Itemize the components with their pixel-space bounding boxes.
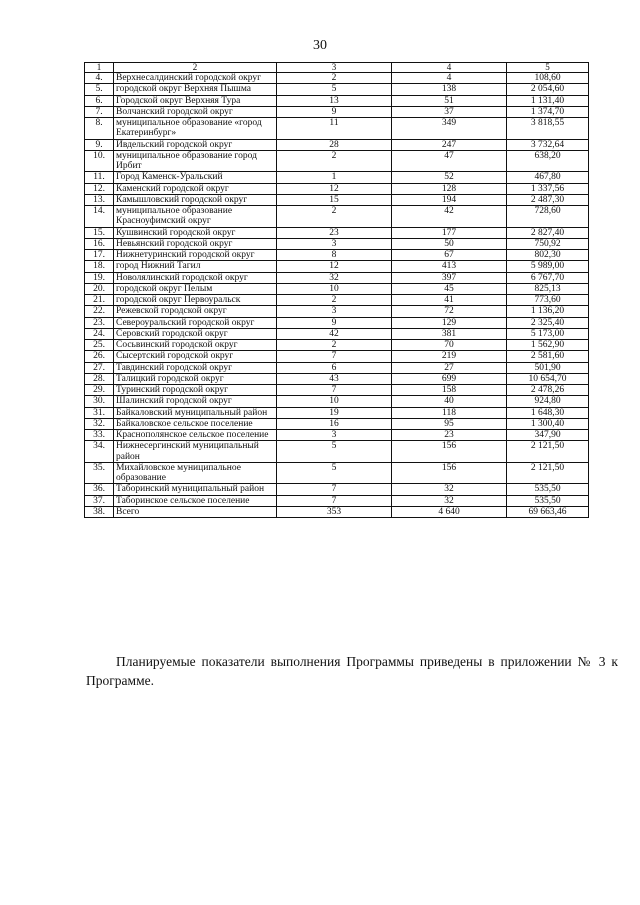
column-3-value-cell: 8: [277, 250, 392, 261]
column-4-value-cell: 23: [392, 430, 507, 441]
row-number-cell: 38.: [85, 506, 114, 517]
column-3-value-cell: 13: [277, 95, 392, 106]
table-row: [85, 261, 589, 272]
column-3-value-cell: 42: [277, 328, 392, 339]
row-number-cell: 10.: [85, 150, 114, 172]
column-4-value-cell: 27: [392, 362, 507, 373]
amount-cell: 535,50: [507, 495, 589, 506]
row-number-cell: 22.: [85, 306, 114, 317]
row-number-cell: 36.: [85, 484, 114, 495]
column-3-value-cell: 43: [277, 373, 392, 384]
column-3-value-cell: 3: [277, 306, 392, 317]
column-4-value-cell: 194: [392, 194, 507, 205]
column-4-value-cell: 37: [392, 106, 507, 117]
table-row: [85, 407, 589, 418]
column-4-value-cell: 32: [392, 495, 507, 506]
column-4-value-cell: 118: [392, 407, 507, 418]
column-4-value-cell: 138: [392, 84, 507, 95]
amount-cell: 1 562,90: [507, 340, 589, 351]
amount-cell: 2 478,26: [507, 385, 589, 396]
amount-cell: 108,60: [507, 73, 589, 84]
row-number-cell: 13.: [85, 194, 114, 205]
column-3-value-cell: 7: [277, 351, 392, 362]
column-4-value-cell: 128: [392, 183, 507, 194]
row-number-cell: 32.: [85, 418, 114, 429]
amount-cell: 10 654,70: [507, 373, 589, 384]
municipality-name-cell: городской округ Верхняя Пышма: [114, 84, 277, 95]
column-3-value-cell: 23: [277, 227, 392, 238]
municipality-name-cell: Серовский городской округ: [114, 328, 277, 339]
column-3-value-cell: 5: [277, 462, 392, 484]
amount-cell: 2 054,60: [507, 84, 589, 95]
header-cell-5: 5: [507, 63, 589, 73]
column-3-value-cell: 2: [277, 340, 392, 351]
header-cell-1: 1: [85, 63, 114, 73]
row-number-cell: 31.: [85, 407, 114, 418]
column-4-value-cell: 70: [392, 340, 507, 351]
amount-cell: 467,80: [507, 172, 589, 183]
column-3-value-cell: 11: [277, 118, 392, 140]
municipality-name-cell: Ивдельский городской округ: [114, 139, 277, 150]
column-4-value-cell: 52: [392, 172, 507, 183]
row-number-cell: 12.: [85, 183, 114, 194]
municipality-name-cell: Тавдинский городской округ: [114, 362, 277, 373]
municipality-name-cell: муниципальное образование Красноуфимский округ: [114, 206, 277, 228]
column-3-value-cell: 12: [277, 183, 392, 194]
amount-cell: 638,20: [507, 150, 589, 172]
municipality-name-cell: Невьянский городской округ: [114, 238, 277, 249]
header-cell-2: 2: [114, 63, 277, 73]
amount-cell: 347,90: [507, 430, 589, 441]
municipality-name-cell: Режевской городской округ: [114, 306, 277, 317]
municipality-name-cell: Кушвинский городской округ: [114, 227, 277, 238]
amount-cell: 2 121,50: [507, 462, 589, 484]
table-row: [85, 306, 589, 317]
row-number-cell: 17.: [85, 250, 114, 261]
municipality-name-cell: Городской округ Верхняя Тура: [114, 95, 277, 106]
municipality-name-cell: Верхнесалдинский городской округ: [114, 73, 277, 84]
municipality-name-cell: Сосьвинский городской округ: [114, 340, 277, 351]
municipality-name-cell: Волчанский городской округ: [114, 106, 277, 117]
amount-cell: 1 337,56: [507, 183, 589, 194]
amount-cell: 2 827,40: [507, 227, 589, 238]
column-3-value-cell: 19: [277, 407, 392, 418]
column-3-value-cell: 5: [277, 84, 392, 95]
table-row: [85, 495, 589, 506]
amount-cell: 802,30: [507, 250, 589, 261]
table-row: [85, 95, 589, 106]
page-number: 30: [313, 38, 327, 53]
column-3-value-cell: 353: [277, 506, 392, 517]
row-number-cell: 8.: [85, 118, 114, 140]
column-3-value-cell: 2: [277, 295, 392, 306]
table-row: [85, 462, 589, 484]
municipality-name-cell: Байкаловский муниципальный район: [114, 407, 277, 418]
amount-cell: 5 989,00: [507, 261, 589, 272]
row-number-cell: 37.: [85, 495, 114, 506]
row-number-cell: 9.: [85, 139, 114, 150]
column-3-value-cell: 7: [277, 484, 392, 495]
table-row: [85, 317, 589, 328]
column-4-value-cell: 51: [392, 95, 507, 106]
column-3-value-cell: 10: [277, 283, 392, 294]
column-4-value-cell: 177: [392, 227, 507, 238]
column-3-value-cell: 2: [277, 73, 392, 84]
row-number-cell: 34.: [85, 441, 114, 463]
table-row: [85, 238, 589, 249]
column-4-value-cell: 158: [392, 385, 507, 396]
municipality-name-cell: городской округ Пелым: [114, 283, 277, 294]
row-number-cell: 20.: [85, 283, 114, 294]
table-row: [85, 194, 589, 205]
municipality-name-cell: Нижнетуринский городской округ: [114, 250, 277, 261]
row-number-cell: 11.: [85, 172, 114, 183]
column-4-value-cell: 72: [392, 306, 507, 317]
table-row: [85, 206, 589, 228]
row-number-cell: 27.: [85, 362, 114, 373]
row-number-cell: 25.: [85, 340, 114, 351]
amount-cell: 5 173,00: [507, 328, 589, 339]
column-3-value-cell: 15: [277, 194, 392, 205]
municipality-name-cell: Байкаловское сельское поселение: [114, 418, 277, 429]
table-row: [85, 351, 589, 362]
table-row: [85, 396, 589, 407]
column-3-value-cell: 32: [277, 272, 392, 283]
column-3-value-cell: 16: [277, 418, 392, 429]
municipality-name-cell: Михайловское муниципальное образование: [114, 462, 277, 484]
municipality-name-cell: муниципальное образование город Ирбит: [114, 150, 277, 172]
column-4-value-cell: 4 640: [392, 506, 507, 517]
table-row: [85, 73, 589, 84]
table-row: [85, 106, 589, 117]
column-3-value-cell: 28: [277, 139, 392, 150]
row-number-cell: 23.: [85, 317, 114, 328]
column-3-value-cell: 5: [277, 441, 392, 463]
column-4-value-cell: 42: [392, 206, 507, 228]
row-number-cell: 30.: [85, 396, 114, 407]
row-number-cell: 19.: [85, 272, 114, 283]
column-4-value-cell: 397: [392, 272, 507, 283]
column-4-value-cell: 156: [392, 441, 507, 463]
data-table: [84, 62, 589, 518]
column-3-value-cell: 9: [277, 317, 392, 328]
column-3-value-cell: 2: [277, 206, 392, 228]
table-row: [85, 172, 589, 183]
column-3-value-cell: 12: [277, 261, 392, 272]
column-4-value-cell: 381: [392, 328, 507, 339]
column-3-value-cell: 7: [277, 385, 392, 396]
column-3-value-cell: 3: [277, 430, 392, 441]
column-4-value-cell: 95: [392, 418, 507, 429]
municipality-name-cell: Сысертский городской округ: [114, 351, 277, 362]
amount-cell: 1 374,70: [507, 106, 589, 117]
table-row: [85, 362, 589, 373]
column-3-value-cell: 6: [277, 362, 392, 373]
column-3-value-cell: 3: [277, 238, 392, 249]
municipality-name-cell: Каменский городской округ: [114, 183, 277, 194]
table-row: [85, 418, 589, 429]
column-4-value-cell: 413: [392, 261, 507, 272]
column-4-value-cell: 4: [392, 73, 507, 84]
municipality-name-cell: Туринский городской округ: [114, 385, 277, 396]
amount-cell: 924,80: [507, 396, 589, 407]
column-4-value-cell: 50: [392, 238, 507, 249]
table-row: [85, 385, 589, 396]
table-row: [85, 283, 589, 294]
column-4-value-cell: 41: [392, 295, 507, 306]
table-row: [85, 250, 589, 261]
column-4-value-cell: 247: [392, 139, 507, 150]
amount-cell: 750,92: [507, 238, 589, 249]
amount-cell: 825,13: [507, 283, 589, 294]
amount-cell: 2 487,30: [507, 194, 589, 205]
amount-cell: 1 131,40: [507, 95, 589, 106]
column-4-value-cell: 47: [392, 150, 507, 172]
table-row: [85, 139, 589, 150]
municipality-name-cell: город Нижний Тагил: [114, 261, 277, 272]
column-3-value-cell: 7: [277, 495, 392, 506]
row-number-cell: 14.: [85, 206, 114, 228]
column-3-value-cell: 10: [277, 396, 392, 407]
table-row: [85, 84, 589, 95]
municipality-name-cell: Нижнесергинский муниципальный район: [114, 441, 277, 463]
row-number-cell: 18.: [85, 261, 114, 272]
column-4-value-cell: 40: [392, 396, 507, 407]
municipality-name-cell: городской округ Первоуральск: [114, 295, 277, 306]
column-3-value-cell: 2: [277, 150, 392, 172]
municipality-name-cell: муниципальное образование «город Екатеринбург»: [114, 118, 277, 140]
amount-cell: 1 300,40: [507, 418, 589, 429]
row-number-cell: 35.: [85, 462, 114, 484]
municipality-name-cell: Город Каменск-Уральский: [114, 172, 277, 183]
amount-cell: 501,90: [507, 362, 589, 373]
municipality-name-cell: Шалинский городской округ: [114, 396, 277, 407]
amount-cell: 2 581,60: [507, 351, 589, 362]
amount-cell: 728,60: [507, 206, 589, 228]
municipality-name-cell: Краснополянское сельское поселение: [114, 430, 277, 441]
table-row: [85, 506, 589, 517]
row-number-cell: 15.: [85, 227, 114, 238]
row-number-cell: 5.: [85, 84, 114, 95]
column-3-value-cell: 1: [277, 172, 392, 183]
municipality-name-cell: Талицкий городской округ: [114, 373, 277, 384]
row-number-cell: 16.: [85, 238, 114, 249]
header-cell-4: 4: [392, 63, 507, 73]
amount-cell: 2 121,50: [507, 441, 589, 463]
table-row: [85, 150, 589, 172]
table-row: [85, 328, 589, 339]
amount-cell: 3 818,55: [507, 118, 589, 140]
table-row: [85, 441, 589, 463]
column-4-value-cell: 67: [392, 250, 507, 261]
row-number-cell: 7.: [85, 106, 114, 117]
column-4-value-cell: 219: [392, 351, 507, 362]
table-row: [85, 430, 589, 441]
amount-cell: 2 325,40: [507, 317, 589, 328]
column-4-value-cell: 129: [392, 317, 507, 328]
row-number-cell: 28.: [85, 373, 114, 384]
column-4-value-cell: 349: [392, 118, 507, 140]
amount-cell: 1 648,30: [507, 407, 589, 418]
row-number-cell: 33.: [85, 430, 114, 441]
row-number-cell: 6.: [85, 95, 114, 106]
municipality-name-cell: Таборинский муниципальный район: [114, 484, 277, 495]
footnote-paragraph: Планируемые показатели выполнения Программы приведены в приложении № 3 к Программе.: [86, 654, 618, 688]
row-number-cell: 24.: [85, 328, 114, 339]
amount-cell: 69 663,46: [507, 506, 589, 517]
table-row: [85, 373, 589, 384]
municipality-name-cell: Всего: [114, 506, 277, 517]
row-number-cell: 29.: [85, 385, 114, 396]
table-row: [85, 340, 589, 351]
amount-cell: 6 767,70: [507, 272, 589, 283]
column-4-value-cell: 45: [392, 283, 507, 294]
header-cell-3: 3: [277, 63, 392, 73]
column-4-value-cell: 156: [392, 462, 507, 484]
amount-cell: 1 136,20: [507, 306, 589, 317]
table-row: [85, 272, 589, 283]
row-number-cell: 4.: [85, 73, 114, 84]
amount-cell: 535,50: [507, 484, 589, 495]
table-row: [85, 227, 589, 238]
municipality-name-cell: Камышловский городской округ: [114, 194, 277, 205]
table-row: [85, 295, 589, 306]
table-row: [85, 118, 589, 140]
row-number-cell: 21.: [85, 295, 114, 306]
table-row: [85, 484, 589, 495]
table-header-row: [85, 63, 589, 73]
column-4-value-cell: 32: [392, 484, 507, 495]
municipality-name-cell: Новолялинский городской округ: [114, 272, 277, 283]
amount-cell: 3 732,64: [507, 139, 589, 150]
municipality-name-cell: Североуральский городской округ: [114, 317, 277, 328]
row-number-cell: 26.: [85, 351, 114, 362]
table-row: [85, 183, 589, 194]
column-3-value-cell: 9: [277, 106, 392, 117]
municipality-name-cell: Таборинское сельское поселение: [114, 495, 277, 506]
amount-cell: 773,60: [507, 295, 589, 306]
column-4-value-cell: 699: [392, 373, 507, 384]
